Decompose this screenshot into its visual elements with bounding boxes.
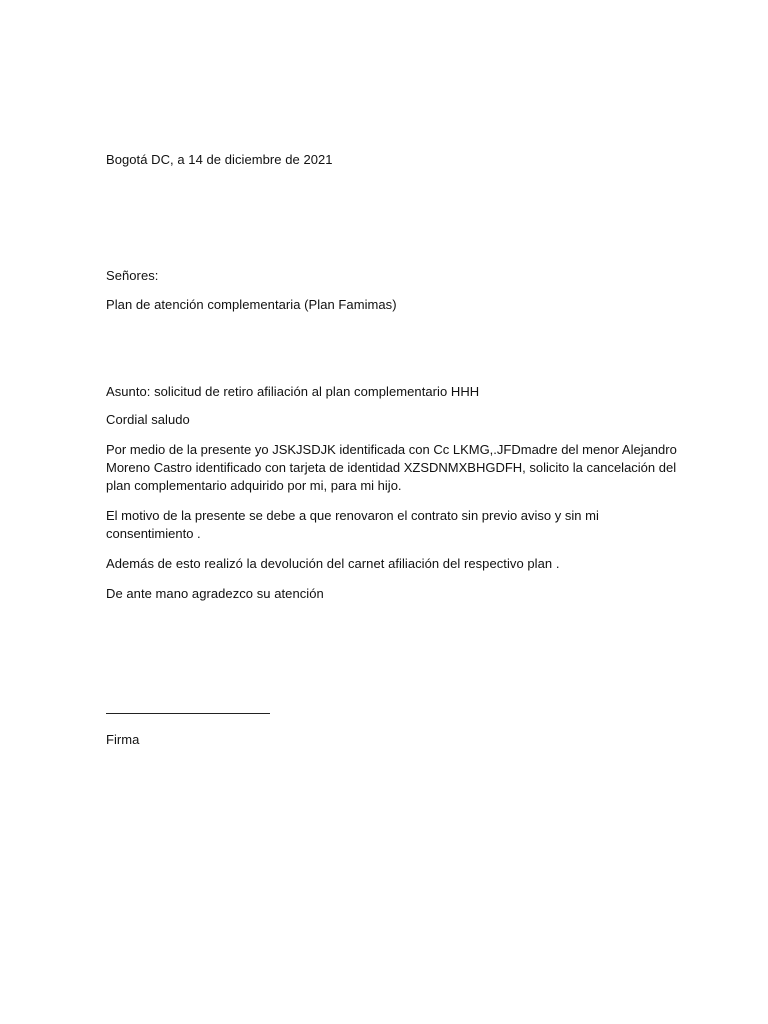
body-paragraph-1-line: Por medio de la presente yo JSKJSDJK identificada con Cc LKMG,.JFDmadre del menor Alejandro (106, 442, 677, 457)
greeting: Cordial saludo (106, 412, 190, 427)
recipient: Plan de atención complementaria (Plan Famimas) (106, 297, 397, 312)
closing: De ante mano agradezco su atención (106, 586, 324, 601)
signature-label: Firma (106, 732, 140, 747)
body-paragraph-2 (106, 507, 666, 543)
subject-line: Asunto: solicitud de retiro afiliación al plan complementario HHH (106, 384, 480, 399)
signature-line (106, 713, 270, 714)
body-paragraph-2-line: consentimiento . (106, 526, 201, 541)
body-paragraph-1 (106, 441, 677, 495)
salutation-to: Señores: (106, 268, 159, 283)
body-paragraph-2-line: El motivo de la presente se debe a que renovaron el contrato sin previo aviso y sin mi (106, 508, 599, 523)
place-date: Bogotá DC, a 14 de diciembre de 2021 (106, 152, 333, 167)
body-paragraph-1-line: plan complementario adquirido por mi, para mi hijo. (106, 478, 402, 493)
body-paragraph-1-line: Moreno Castro identificado con tarjeta de identidad XZSDNMXBHGDFH, solicito la cancelación del (106, 460, 677, 475)
body-paragraph-3: Además de esto realizó la devolución del carnet afiliación del respectivo plan . (106, 556, 560, 571)
